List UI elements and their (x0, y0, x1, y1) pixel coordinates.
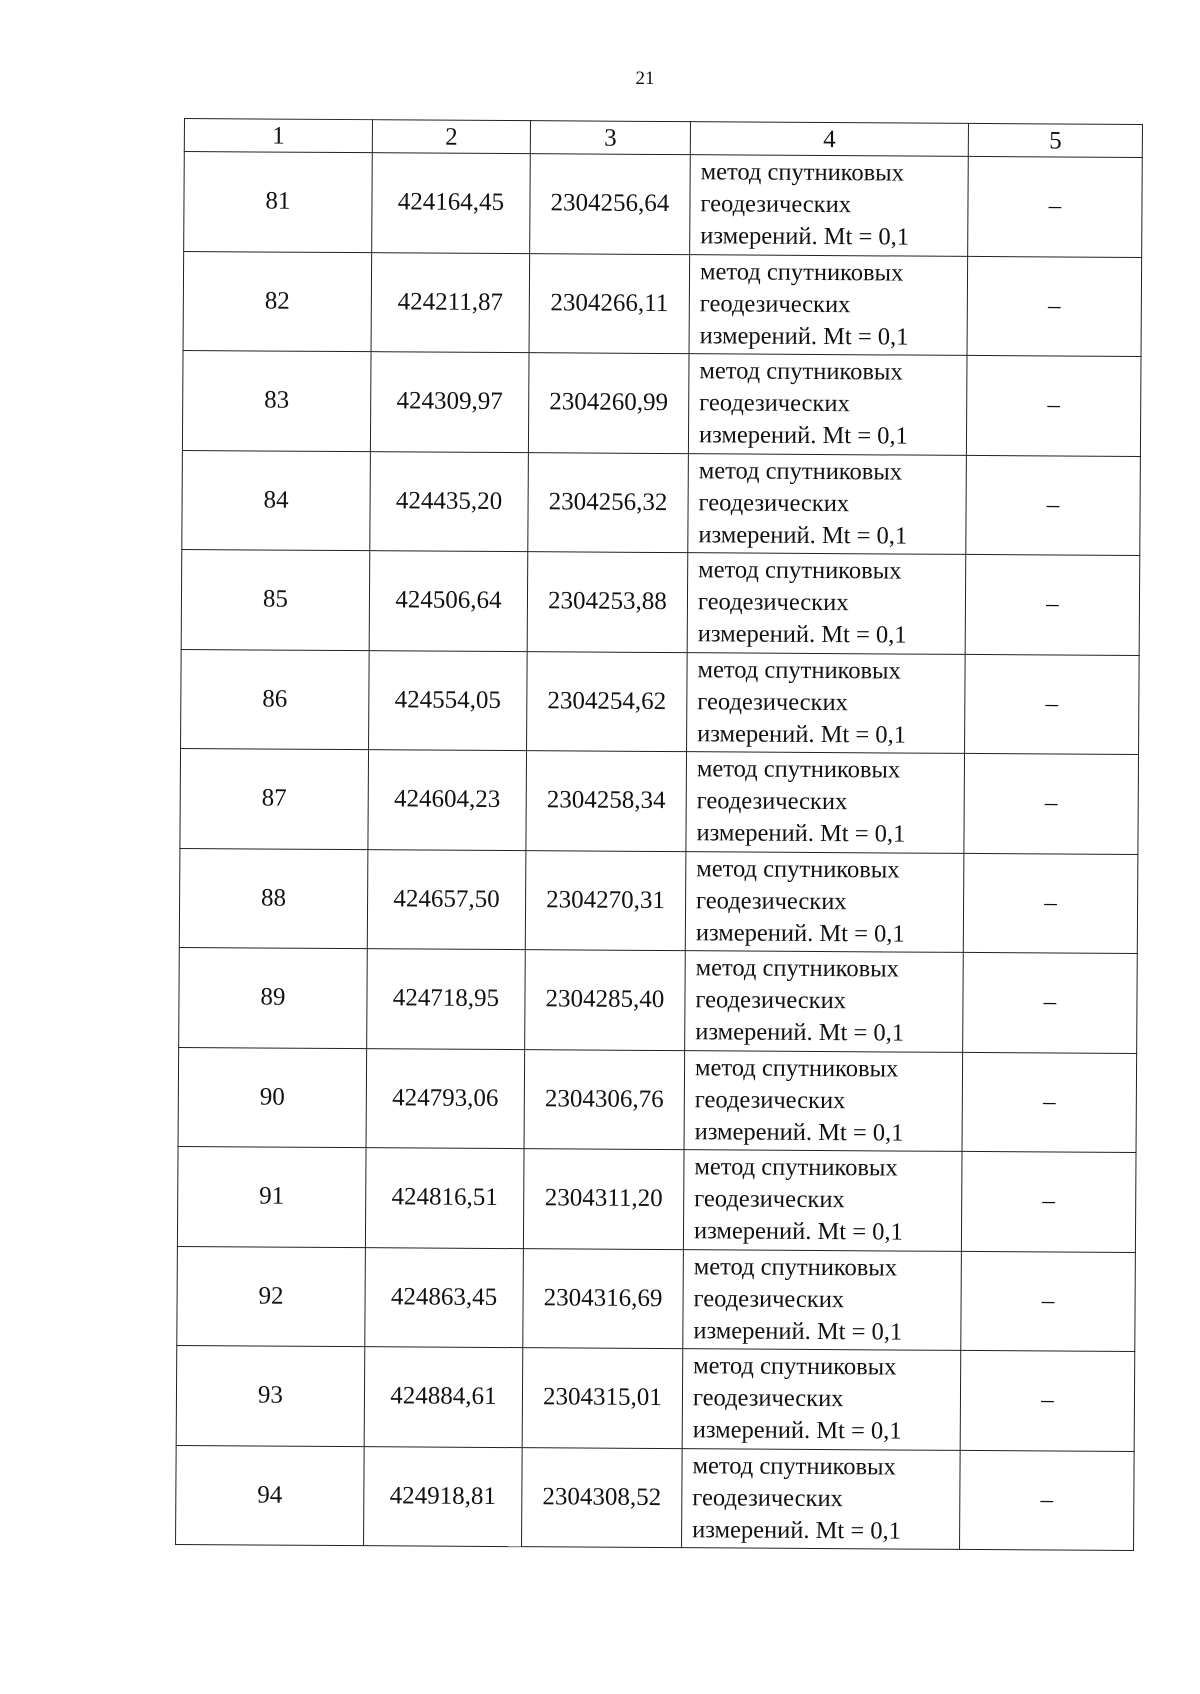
method-line-2: геодезических (698, 488, 850, 517)
method-line-2: геодезических (693, 1284, 845, 1313)
method-description (688, 354, 967, 455)
method-description (688, 453, 967, 554)
col5-value: – (961, 1251, 1136, 1352)
method-line-1: метод спутниковых (700, 158, 905, 187)
point-number: 83 (182, 350, 371, 451)
table-row (180, 748, 1139, 854)
method-line-1: метод спутниковых (698, 456, 903, 486)
method-line-2: геодезических (700, 190, 852, 219)
col5-value: – (962, 1052, 1137, 1153)
col5-value: – (966, 355, 1141, 456)
method-line-3: измерений. Mt = 0,1 (698, 421, 908, 450)
method-line-2: геодезических (694, 1185, 845, 1214)
method-line-3: измерений. Mt = 0,1 (700, 222, 910, 251)
x-coordinate: 424793,06 (366, 1048, 525, 1148)
y-coordinate: 2304253,88 (527, 552, 688, 653)
method-line-1: метод спутниковых (699, 357, 903, 386)
table-row (177, 1146, 1136, 1252)
table-row (183, 251, 1142, 357)
table-row (176, 1345, 1135, 1451)
table-body (176, 152, 1143, 1551)
method-line-1: метод спутниковых (696, 854, 900, 884)
y-coordinate: 2304254,62 (527, 651, 688, 752)
y-coordinate: 2304308,52 (522, 1447, 683, 1548)
method-line-1: метод спутниковых (693, 1252, 898, 1282)
method-line-1: метод спутниковых (696, 755, 901, 784)
table-row (176, 1445, 1135, 1551)
method-line-1: метод спутниковых (698, 556, 902, 585)
method-line-3: измерений. Mt = 0,1 (693, 1217, 903, 1246)
method-line-2: геодезических (697, 588, 849, 617)
x-coordinate: 424884,61 (364, 1347, 523, 1447)
method-line-3: измерений. Mt = 0,1 (694, 1117, 904, 1147)
method-line-3: измерений. Mt = 0,1 (699, 321, 909, 351)
method-line-1: метод спутниковых (694, 1153, 898, 1182)
method-line-2: геодезических (692, 1483, 843, 1512)
col5-value: – (965, 654, 1140, 755)
table-row (182, 350, 1141, 456)
table-row (178, 1047, 1137, 1153)
method-description (685, 851, 964, 952)
point-number: 86 (181, 649, 370, 750)
method-line-2: геодезических (697, 687, 848, 716)
method-description (684, 1050, 963, 1151)
method-line-3: измерений. Mt = 0,1 (698, 520, 908, 550)
table-row (181, 549, 1140, 655)
col5-value: – (963, 853, 1138, 954)
method-description (682, 1349, 961, 1450)
y-coordinate: 2304316,69 (523, 1248, 684, 1349)
method-line-3: измерений. Mt = 0,1 (697, 620, 907, 649)
col5-value: – (960, 1350, 1135, 1451)
point-number: 85 (181, 549, 370, 650)
y-coordinate: 2304311,20 (523, 1149, 684, 1250)
method-line-3: измерений. Mt = 0,1 (692, 1416, 902, 1445)
method-description (685, 951, 964, 1052)
x-coordinate: 424164,45 (372, 153, 531, 253)
y-coordinate: 2304315,01 (522, 1348, 683, 1449)
method-line-3: измерений. Mt = 0,1 (692, 1515, 902, 1545)
x-coordinate: 424309,97 (370, 352, 529, 452)
method-line-3: измерений. Mt = 0,1 (696, 819, 906, 848)
y-coordinate: 2304258,34 (526, 751, 687, 852)
point-number: 92 (177, 1246, 366, 1347)
method-line-3: измерений. Mt = 0,1 (695, 1018, 905, 1047)
method-description (686, 752, 965, 853)
col5-value: – (965, 554, 1140, 655)
col5-value: – (966, 455, 1141, 556)
table-row (177, 1246, 1136, 1352)
y-coordinate: 2304285,40 (525, 950, 686, 1051)
method-description (690, 155, 969, 256)
x-coordinate: 424816,51 (365, 1148, 524, 1248)
method-line-1: метод спутниковых (693, 1352, 897, 1381)
method-line-3: измерений. Mt = 0,1 (695, 918, 905, 948)
y-coordinate: 2304270,31 (525, 850, 686, 951)
point-number: 81 (184, 152, 373, 253)
point-number: 89 (179, 947, 368, 1048)
method-line-1: метод спутниковых (697, 655, 901, 685)
coordinates-table (175, 118, 1143, 1551)
method-description (687, 553, 966, 654)
method-line-2: геодезических (696, 886, 847, 915)
method-line-2: геодезических (699, 389, 850, 418)
method-line-2: геодезических (694, 1085, 846, 1114)
x-coordinate: 424718,95 (367, 949, 526, 1049)
point-number: 93 (176, 1345, 365, 1446)
table-row (184, 152, 1143, 258)
y-coordinate: 2304266,11 (529, 253, 690, 354)
method-description (687, 652, 966, 753)
table-row (182, 450, 1141, 556)
x-coordinate: 424211,87 (371, 252, 530, 352)
x-coordinate: 424863,45 (365, 1247, 524, 1347)
method-description (682, 1448, 961, 1549)
y-coordinate: 2304260,99 (528, 353, 689, 454)
method-line-3: измерений. Mt = 0,1 (693, 1316, 903, 1346)
method-description (683, 1150, 962, 1251)
method-line-2: геодезических (699, 289, 851, 318)
col5-value: – (961, 1151, 1136, 1252)
header-col-4: 4 (690, 122, 968, 157)
col5-value: – (960, 1450, 1135, 1551)
method-line-3: измерений. Mt = 0,1 (697, 719, 907, 749)
method-description (689, 254, 968, 355)
table-row (181, 649, 1140, 755)
point-number: 87 (180, 748, 369, 849)
point-number: 88 (179, 848, 368, 949)
page-number: 21 (635, 68, 655, 89)
method-line-1: метод спутниковых (692, 1451, 896, 1481)
col5-value: – (963, 952, 1138, 1053)
x-coordinate: 424604,23 (368, 750, 527, 850)
header-col-2: 2 (372, 120, 530, 154)
header-col-3: 3 (530, 121, 690, 155)
method-line-2: геодезических (695, 986, 847, 1015)
table-row (179, 848, 1138, 954)
method-description (683, 1249, 962, 1350)
point-number: 90 (178, 1047, 367, 1148)
table-row (179, 947, 1138, 1053)
point-number: 94 (176, 1445, 365, 1546)
col5-value: – (964, 753, 1139, 854)
x-coordinate: 424918,81 (364, 1446, 523, 1546)
y-coordinate: 2304256,32 (528, 452, 689, 553)
method-line-1: метод спутниковых (694, 1053, 899, 1083)
header-col-5: 5 (968, 123, 1142, 157)
method-line-1: метод спутниковых (695, 954, 900, 983)
method-line-2: геодезических (692, 1384, 844, 1413)
method-line-2: геодезических (696, 787, 848, 816)
x-coordinate: 424657,50 (367, 849, 526, 949)
point-number: 82 (183, 251, 372, 352)
x-coordinate: 424435,20 (370, 451, 529, 551)
y-coordinate: 2304306,76 (524, 1049, 685, 1150)
x-coordinate: 424506,64 (369, 551, 528, 651)
col5-value: – (967, 256, 1142, 357)
col5-value: – (968, 156, 1143, 257)
header-col-1: 1 (184, 119, 372, 153)
x-coordinate: 424554,05 (369, 650, 528, 750)
point-number: 91 (177, 1146, 366, 1247)
y-coordinate: 2304256,64 (530, 154, 691, 255)
point-number: 84 (182, 450, 371, 551)
method-line-1: метод спутниковых (699, 257, 904, 287)
